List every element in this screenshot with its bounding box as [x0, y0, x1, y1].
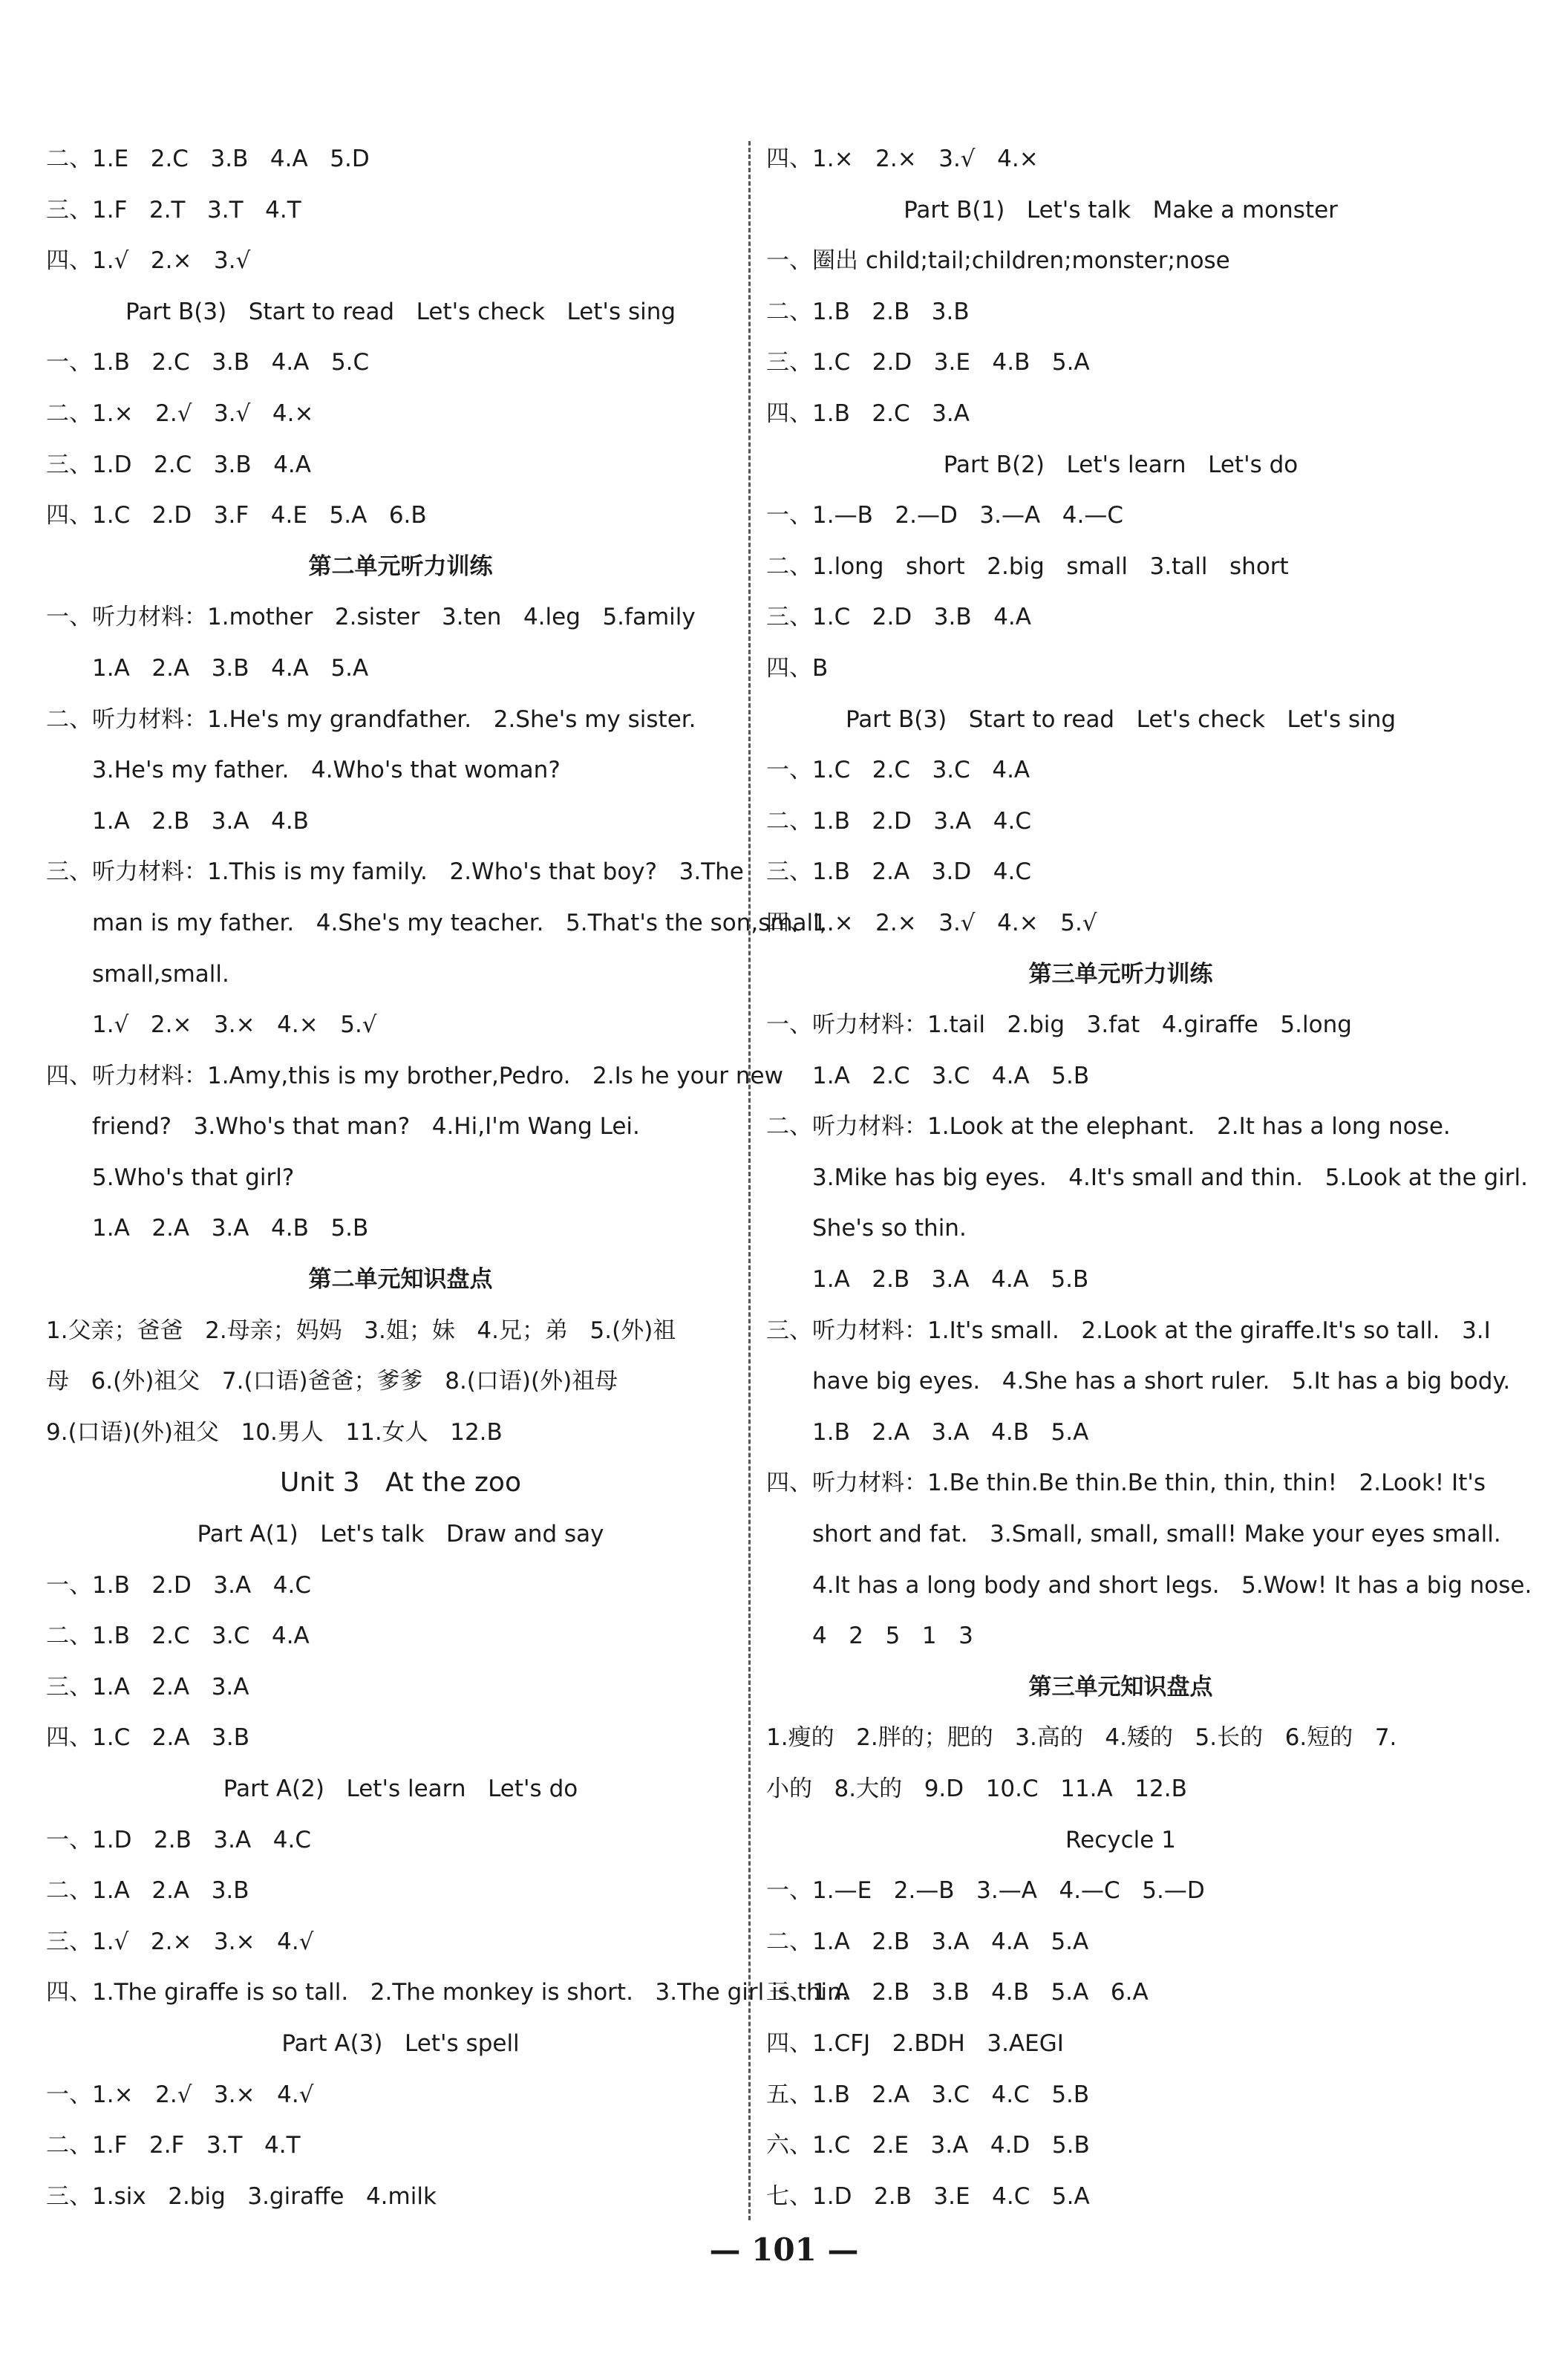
answer-line: 一、听力材料：1.tail 2.big 3.fat 4.giraffe 5.long — [766, 1011, 1352, 1039]
answer-line: 四、B — [766, 654, 829, 682]
answer-line: 三、1.F 2.T 3.T 4.T — [46, 196, 301, 224]
answer-line: 一、1.B 2.C 3.B 4.A 5.C — [46, 349, 370, 376]
answer-line: 一、1.C 2.C 3.C 4.A — [766, 757, 1030, 784]
answer-line: 四、1.CFJ 2.BDH 3.AEGI — [766, 2029, 1064, 2057]
answer-line: 二、1.E 2.C 3.B 4.A 5.D — [46, 146, 370, 172]
answer-line: 一、1.—E 2.—B 3.—A 4.—C 5.—D — [766, 1877, 1205, 1905]
answer-line: 三、1.A 2.A 3.A — [46, 1673, 249, 1700]
answer-line: 三、1.A 2.B 3.B 4.B 5.A 6.A — [766, 1979, 1149, 2006]
answer-line: 四、听力材料：1.Amy,this is my brother,Pedro. 2.Is he your new — [46, 1062, 783, 1089]
section-heading: Part B(3) Start to read Let's check Let's sing — [125, 298, 676, 325]
section-heading: 第三单元知识盘点 — [1028, 1673, 1213, 1700]
answer-line: 三、1.B 2.A 3.D 4.C — [766, 858, 1031, 886]
section-heading: Part B(2) Let's learn Let's do — [943, 451, 1298, 478]
answer-line: 三、1.D 2.C 3.B 4.A — [46, 451, 311, 478]
answer-line: 四、听力材料：1.Be thin.Be thin.Be thin, thin, thin! 2.Look! It's — [766, 1470, 1486, 1497]
answer-line: 5.Who's that girl? — [92, 1164, 295, 1191]
answer-line: 四、1.√ 2.× 3.√ — [46, 247, 251, 275]
answer-line: 二、1.F 2.F 3.T 4.T — [46, 2132, 301, 2159]
answer-line: 二、1.long short 2.big small 3.tall short — [766, 552, 1289, 580]
section-heading: Part B(3) Start to read Let's check Let's sing — [845, 705, 1396, 733]
answer-line: 1.√ 2.× 3.× 4.× 5.√ — [92, 1011, 377, 1039]
answer-line: 二、1.A 2.A 3.B — [46, 1877, 249, 1905]
answer-line: 一、1.—B 2.—D 3.—A 4.—C — [766, 502, 1123, 529]
answer-line: 3.Mike has big eyes. 4.It's small and thin. 5.Look at the girl. — [812, 1164, 1528, 1191]
section-heading: Recycle 1 — [1065, 1826, 1176, 1853]
answer-line: 1.A 2.B 3.A 4.A 5.B — [812, 1266, 1089, 1294]
answer-line: 1.A 2.B 3.A 4.B — [92, 807, 309, 835]
answer-line: 四、1.C 2.A 3.B — [46, 1724, 249, 1752]
answer-line: 小的 8.大的 9.D 10.C 11.A 12.B — [766, 1775, 1187, 1802]
answer-line: have big eyes. 4.She has a short ruler. 5.It has a big body. — [812, 1368, 1511, 1395]
answer-line: 1.A 2.A 3.B 4.A 5.A — [92, 654, 369, 682]
section-heading: Part A(1) Let's talk Draw and say — [197, 1521, 604, 1548]
answer-line: short and fat. 3.Small, small, small! Make your eyes small. — [812, 1521, 1501, 1548]
answer-line: friend? 3.Who's that man? 4.Hi,I'm Wang Lei. — [92, 1113, 640, 1141]
section-heading: Part A(3) Let's spell — [281, 2029, 520, 2057]
answer-line: 四、1.× 2.× 3.√ 4.× — [766, 146, 1039, 172]
answer-line: 三、1.six 2.big 3.giraffe 4.milk — [46, 2182, 437, 2210]
answer-line: 三、1.C 2.D 3.B 4.A — [766, 604, 1031, 631]
answer-line: 二、1.× 2.√ 3.√ 4.× — [46, 400, 314, 427]
answer-line: 一、1.× 2.√ 3.× 4.√ — [46, 2081, 314, 2108]
section-heading: 第二单元听力训练 — [308, 552, 493, 580]
answer-line: 三、听力材料：1.It's small. 2.Look at the giraffe.It's so tall. 3.I — [766, 1317, 1491, 1344]
answer-line: 一、1.B 2.D 3.A 4.C — [46, 1571, 311, 1599]
answer-line: 一、圈出 child;tail;children;monster;nose — [766, 247, 1230, 275]
answer-line: 1.A 2.C 3.C 4.A 5.B — [812, 1062, 1090, 1089]
answer-line: 六、1.C 2.E 3.A 4.D 5.B — [766, 2132, 1090, 2159]
answer-line: 1.A 2.A 3.A 4.B 5.B — [92, 1215, 369, 1242]
answer-line: She's so thin. — [812, 1215, 967, 1242]
answer-line: 二、1.A 2.B 3.A 4.A 5.A — [766, 1928, 1089, 1955]
answer-line: 三、听力材料：1.This is my family. 2.Who's that boy? 3.The — [46, 858, 744, 886]
answer-line: 4 2 5 1 3 — [812, 1623, 973, 1650]
section-heading: Part B(1) Let's talk Make a monster — [904, 196, 1338, 224]
section-heading: Unit 3 At the zoo — [280, 1467, 521, 1499]
right-column — [766, 134, 1532, 2222]
answer-line: 三、1.C 2.D 3.E 4.B 5.A — [766, 349, 1090, 376]
answer-line: 母 6.(外)祖父 7.(口语)爸爸；爹爹 8.(口语)(外)祖母 — [46, 1368, 618, 1395]
answer-line: 1.瘦的 2.胖的；肥的 3.高的 4.矮的 5.长的 6.短的 7. — [766, 1724, 1397, 1752]
column-divider — [748, 141, 751, 2220]
answer-line: 1.父亲；爸爸 2.母亲；妈妈 3.姐；妹 4.兄；弟 5.(外)祖 — [46, 1317, 676, 1344]
answer-line: man is my father. 4.She's my teacher. 5.That's the son,small, — [92, 909, 827, 936]
answer-line: 三、1.√ 2.× 3.× 4.√ — [46, 1928, 314, 1955]
answer-line: small,small. — [92, 960, 229, 988]
answer-line: 3.He's my father. 4.Who's that woman? — [92, 757, 561, 784]
answer-line: 二、1.B 2.C 3.C 4.A — [46, 1623, 310, 1650]
section-heading: 第三单元听力训练 — [1028, 960, 1213, 988]
answer-line: 二、听力材料：1.He's my grandfather. 2.She's my sister. — [46, 705, 696, 733]
answer-line: 二、听力材料：1.Look at the elephant. 2.It has a long nose. — [766, 1113, 1451, 1141]
answer-line: 4.It has a long body and short legs. 5.Wow! It has a big nose. — [812, 1571, 1532, 1599]
page-number: — 101 — — [709, 2231, 859, 2268]
answer-line: 二、1.B 2.D 3.A 4.C — [766, 807, 1031, 835]
answer-line: 四、1.B 2.C 3.A — [766, 400, 970, 427]
answer-line: 1.B 2.A 3.A 4.B 5.A — [812, 1418, 1089, 1446]
answer-line: 一、1.D 2.B 3.A 4.C — [46, 1826, 311, 1853]
section-heading: 第二单元知识盘点 — [308, 1266, 493, 1294]
answer-line: 七、1.D 2.B 3.E 4.C 5.A — [766, 2182, 1090, 2210]
answer-line: 二、1.B 2.B 3.B — [766, 298, 970, 325]
answer-line: 四、1.C 2.D 3.F 4.E 5.A 6.B — [46, 502, 427, 529]
answer-line: 五、1.B 2.A 3.C 4.C 5.B — [766, 2081, 1090, 2108]
answer-line: 四、1.The giraffe is so tall. 2.The monkey is short. 3.The girl is thin. — [46, 1979, 849, 2006]
answer-line: 9.(口语)(外)祖父 10.男人 11.女人 12.B — [46, 1418, 503, 1446]
answer-line: 一、听力材料：1.mother 2.sister 3.ten 4.leg 5.family — [46, 604, 696, 631]
answer-line: 四、1.× 2.× 3.√ 4.× 5.√ — [766, 909, 1097, 936]
section-heading: Part A(2) Let's learn Let's do — [223, 1775, 578, 1802]
